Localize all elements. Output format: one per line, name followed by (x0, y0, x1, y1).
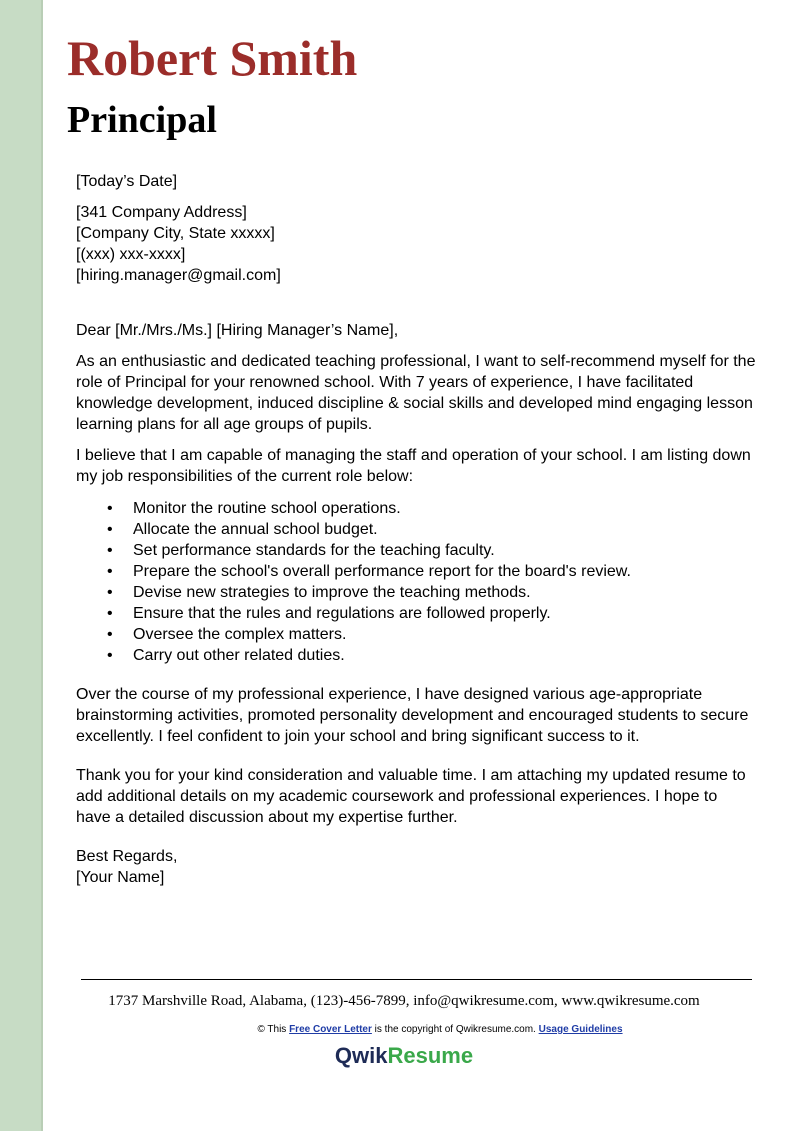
list-item: • Monitor the routine school operations. (76, 498, 756, 519)
list-item: • Allocate the annual school budget. (76, 519, 756, 540)
list-item: • Prepare the school's overall performance report for the board's review. (76, 561, 756, 582)
applicant-name: Robert Smith (67, 30, 358, 86)
logo-qwik: Qwik (334, 1043, 388, 1068)
copyright-middle: is the copyright of Qwikresume.com. (374, 1024, 536, 1035)
letter-body (76, 171, 756, 888)
free-cover-letter-link[interactable]: Free Cover Letter (289, 1024, 372, 1035)
paragraph-thanks: Thank you for your kind consideration and valuable time. I am attaching my updated resume to add additional details on my academic coursework and professional experiences. I hope to have a detailed discussion about my expertise further. (76, 767, 746, 826)
responsibilities-list (76, 498, 756, 666)
footer-contact: 1737 Marshville Road, Alabama, (123)-456-7899, info@qwikresume.com, www.qwikresume.com (108, 993, 700, 1009)
footer-divider (81, 979, 752, 980)
company-address: [341 Company Address] (76, 204, 247, 221)
list-item: • Oversee the complex matters. (76, 624, 756, 645)
salutation: Dear [Mr./Mrs./Ms.] [Hiring Manager’s Name], (76, 322, 399, 339)
list-item: • Set performance standards for the teaching faculty. (76, 540, 756, 561)
copyright-prefix: © This (257, 1024, 287, 1035)
company-phone: [(xxx) xxx-xxxx] (76, 246, 186, 263)
logo-resume: Resume (387, 1043, 474, 1068)
list-item: • Ensure that the rules and regulations are followed properly. (76, 603, 756, 624)
list-item: • Carry out other related duties. (76, 645, 756, 666)
signature: [Your Name] (76, 869, 165, 886)
closing: Best Regards, (76, 848, 178, 865)
usage-guidelines-link[interactable]: Usage Guidelines (538, 1024, 623, 1035)
paragraph-intro: As an enthusiastic and dedicated teaching professional, I want to self-recommend myself for the role of Principal for your renowned school. With 7 years of experience, I have facilitated knowledge development, induced discipline & social skills and developed mind engaging lesson learning plans for all age groups of pupils. (76, 353, 756, 433)
decorative-sidebar (0, 0, 43, 1131)
company-city: [Company City, State xxxxx] (76, 225, 275, 242)
job-title: Principal (67, 99, 217, 141)
paragraph-capabilities: I believe that I am capable of managing the staff and operation of your school. I am listing down my job responsibilities of the current role below: (76, 447, 751, 485)
list-item: • Devise new strategies to improve the teaching methods. (76, 582, 756, 603)
company-email: [hiring.manager@gmail.com] (76, 267, 281, 284)
paragraph-experience: Over the course of my professional experience, I have designed various age-appropriate brainstorming activities, promoted personality development and encouraged students to secure excellently. I feel confident to join your school and bring significant success to it. (76, 686, 749, 745)
date-line: [Today’s Date] (76, 173, 178, 190)
copyright-notice (0, 1024, 800, 1035)
qwikresume-logo[interactable] (0, 1043, 800, 1069)
